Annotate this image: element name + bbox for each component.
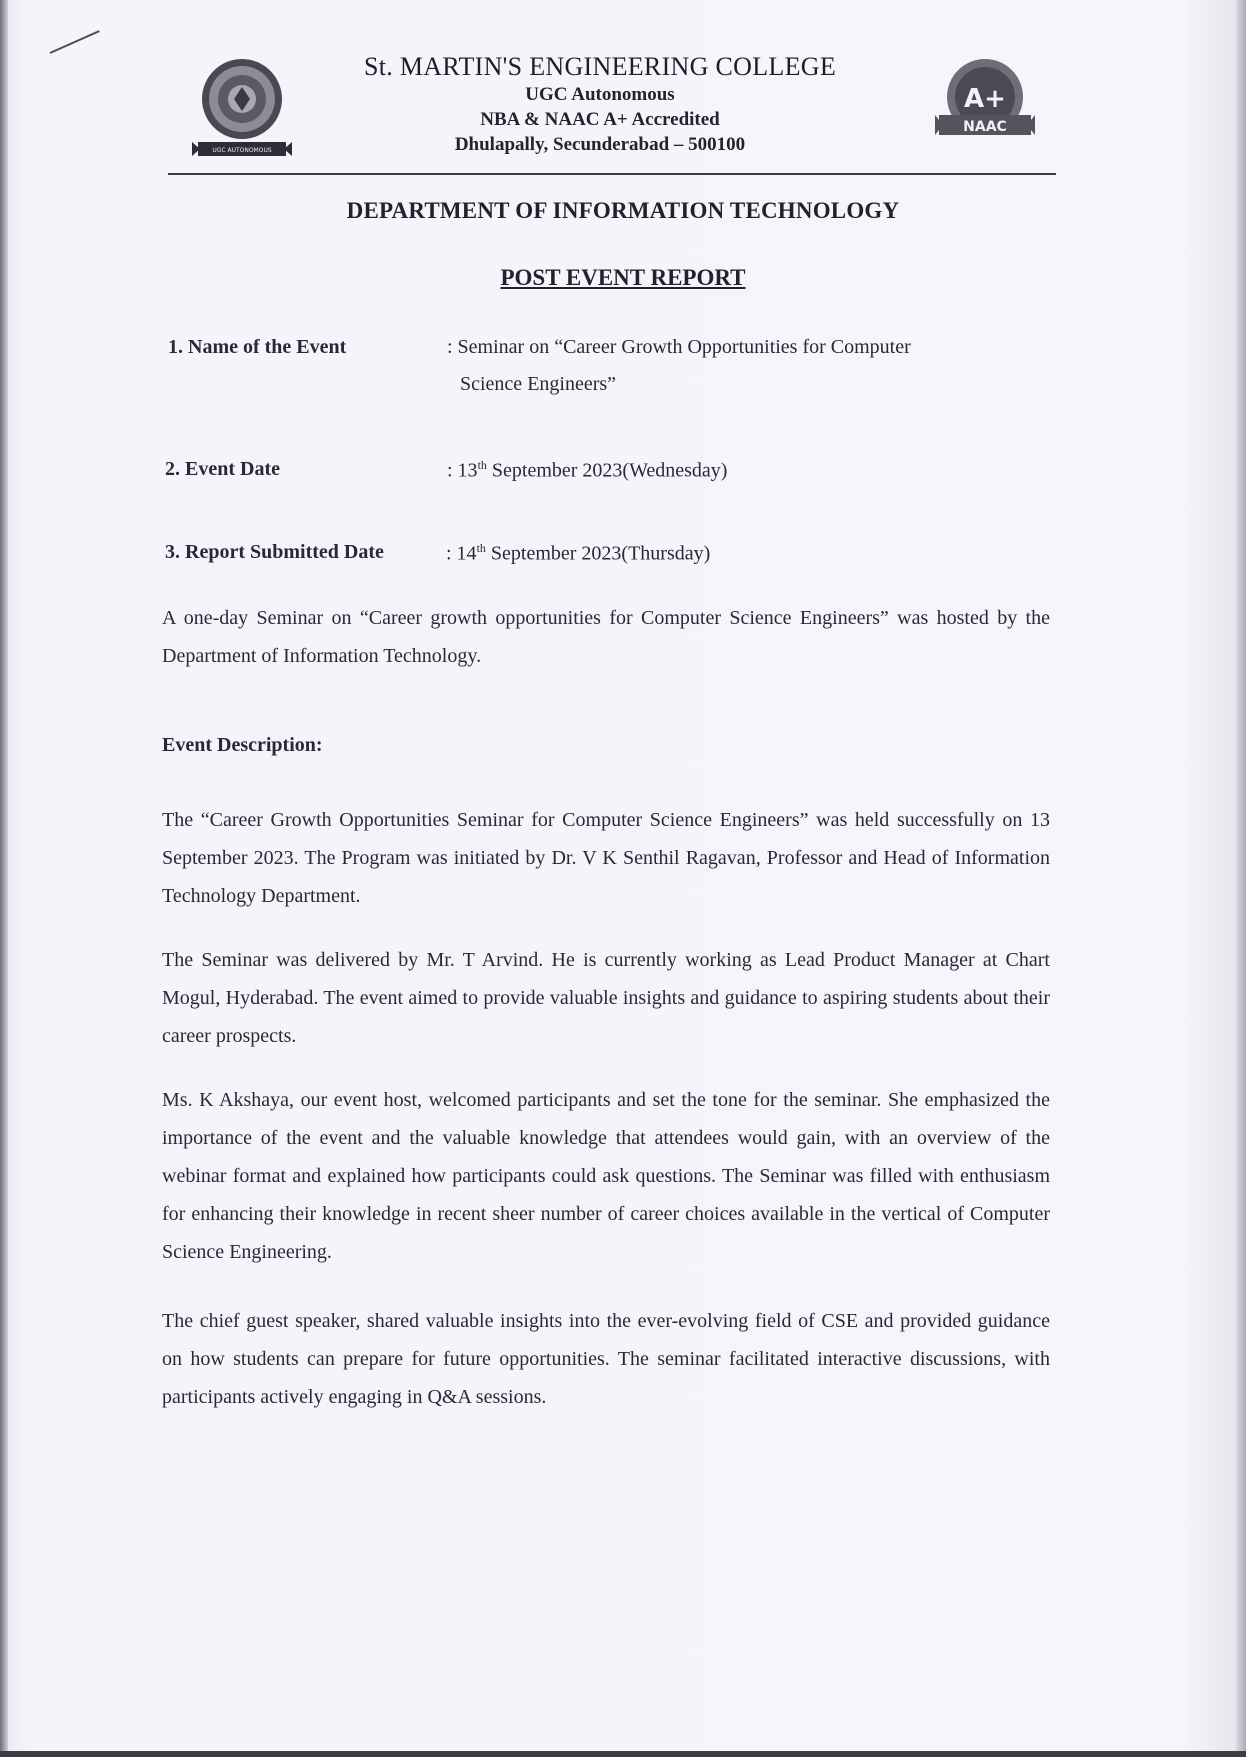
naac-badge-icon	[935, 55, 1035, 155]
report-date-suffix: th	[476, 541, 486, 555]
department-heading: DEPARTMENT OF INFORMATION TECHNOLOGY	[346, 198, 900, 223]
event-date-day: : 13	[447, 459, 478, 482]
svg-text:NAAC: NAAC	[963, 119, 1007, 135]
pen-mark	[50, 30, 100, 54]
svg-text:A+: A+	[964, 84, 1006, 114]
intro-paragraph: A one-day Seminar on “Career growth opportunities for Computer Science Engineers” was hosted by the Department of Information Technology.	[162, 607, 1050, 667]
college-status: UGC Autonomous	[525, 84, 675, 105]
report-date-month: September 2023(Thursday)	[485, 542, 711, 565]
report-date-day: : 14	[446, 542, 477, 565]
college-accreditation: NBA & NAAC A+ Accredited	[480, 109, 720, 130]
event-date-month: September 2023(Wednesday)	[486, 459, 728, 482]
college-header	[300, 52, 900, 157]
report-title: POST EVENT REPORT	[500, 265, 746, 290]
svg-text:UGC AUTONOMOUS: UGC AUTONOMOUS	[212, 147, 272, 154]
scan-left-edge	[0, 0, 8, 1757]
report-date-value	[446, 541, 710, 566]
header-divider	[168, 173, 1056, 175]
event-date-suffix: th	[477, 458, 487, 472]
description-paragraph-3: Ms. K Akshaya, our event host, welcomed participants and set the tone for the seminar. She emphasized the importance of the event and the valuable knowledge that attendees would gain, with an overview of the webinar format and explained how participants could ask questions. The Seminar was filled with enthusiasm for enhancing their knowledge in recent sheer number of career choices available in the vertical of Computer Science Engineering.	[162, 1089, 1050, 1263]
event-date-value	[447, 458, 727, 483]
description-paragraph-4: The chief guest speaker, shared valuable insights into the ever-evolving field of CSE and provided guidance on how students can prepare for future opportunities. The seminar facilitated interactive discussions, with participants actively engaging in Q&A sessions.	[162, 1310, 1050, 1408]
event-name-value-line2: Science Engineers”	[460, 373, 617, 395]
description-paragraph-1: The “Career Growth Opportunities Seminar for Computer Science Engineers” was held successfully on 13 September 2023. The Program was initiated by Dr. V K Senthil Ragavan, Professor and Head of Information Technology Department.	[162, 809, 1050, 907]
college-name: St. MARTIN'S ENGINEERING COLLEGE	[363, 52, 837, 81]
event-name-label: 1. Name of the Event	[168, 336, 347, 358]
college-address: Dhulapally, Secunderabad – 500100	[454, 134, 746, 155]
scan-right-edge	[1236, 0, 1246, 1757]
college-logo-icon	[192, 55, 292, 165]
description-paragraph-2: The Seminar was delivered by Mr. T Arvind. He is currently working as Lead Product Manager at Chart Mogul, Hyderabad. The event aimed to provide valuable insights and guidance to aspiring students about their career prospects.	[162, 949, 1050, 1047]
event-description-heading: Event Description:	[162, 734, 323, 756]
event-date-label: 2. Event Date	[165, 458, 280, 480]
event-name-value-line1: : Seminar on “Career Growth Opportunities for Computer	[447, 336, 911, 358]
scan-bottom-edge	[0, 1751, 1246, 1757]
report-date-label: 3. Report Submitted Date	[165, 541, 384, 563]
